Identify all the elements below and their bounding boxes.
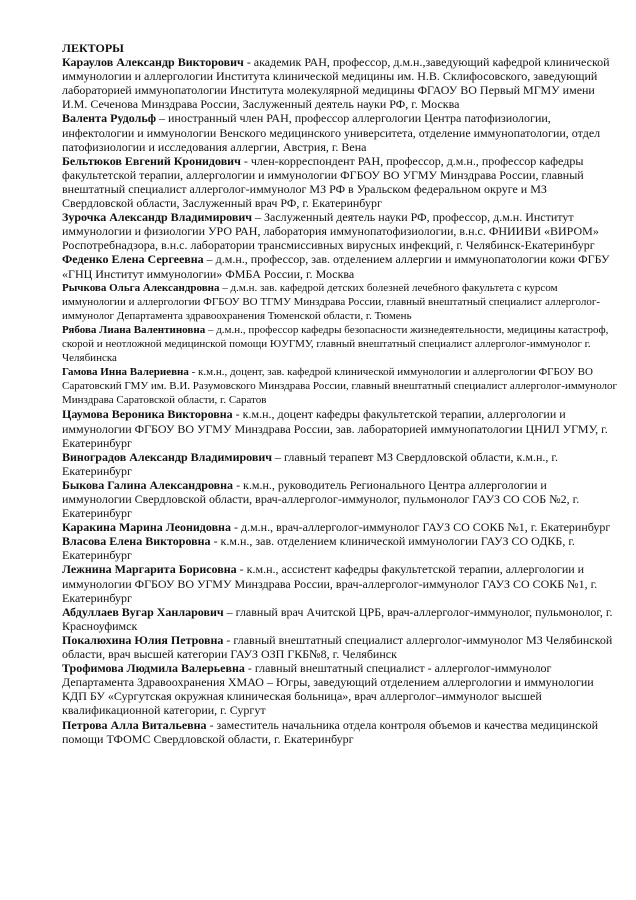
lecturer-name: Феденко Елена Сергеевна <box>62 252 204 267</box>
section-title: ЛЕКТОРЫ <box>62 41 124 55</box>
lecturer-entry <box>62 718 618 746</box>
lecturer-name: Гамова Инна Валериевна <box>62 366 189 379</box>
lecturer-description: - к.м.н., руководитель Регионального Центра аллергологии и иммунологии Свердловской области, врач-аллерголог-иммунолог, пульмонолог ГАУЗ СО СОБ №2, г. Екатеринбург <box>62 477 580 521</box>
lecturer-description: - к.м.н., доцент, зав. кафедрой клинической иммунологии и аллергологии ФГБОУ ВО Саратовский ГМУ им. В.И. Разумовского Минздрава России, главный внештатный специалист аллерголог-иммунолог Минздрава Саратовской области, г. Саратов <box>62 366 617 407</box>
lecturer-description: – Заслуженный деятель науки РФ, профессор, д.м.н. Институт иммунологии и физиологии УРО РАН, лаборатория иммунопатофизиологии, в.н.с. ФНИИВИ «ВИРОМ» Роспотребнадзора, в.н.с. лаборатории трансмиссивных вирусных инфекций, г. Челябинск-Екатеринбург <box>62 210 599 253</box>
lecturer-entry <box>62 252 618 280</box>
lecturer-name: Быкова Галина Александровна <box>62 477 234 492</box>
lecturer-name: Абдуллаев Вугар Ханларович <box>62 604 224 619</box>
lecturer-entry <box>62 55 618 111</box>
lecturer-description: - к.м.н., доцент кафедры факультетской терапии, аллергологии и иммунологии ФГБОУ ВО УГМУ Минздрава России, зав. лабораторией иммунопатологии ЦНИЛ УГМУ, г. Екатеринбург <box>62 407 608 450</box>
lecturer-list <box>62 55 618 746</box>
lecturer-description: – главный терапевт МЗ Свердловской области, к.м.н., г. Екатеринбург <box>62 449 558 478</box>
lecturer-entry <box>62 281 618 323</box>
lecturer-name: Каракина Марина Леонидовна <box>62 520 231 535</box>
lecturer-name: Власова Елена Викторовна <box>62 534 211 549</box>
lecturer-entry <box>62 450 618 478</box>
lecturer-name: Караулов Александр Викторович <box>62 55 244 70</box>
lecturer-name: Зурочка Александр Владимирович <box>62 210 253 225</box>
lecturer-description: - заместитель начальника отдела контроля объемов и качества медицинской помощи ТФОМС Свердловской области, г. Екатеринбург <box>62 717 599 746</box>
lecturer-description: - член-корреспондент РАН, профессор, д.м.н., профессор кафедры факультетской терапии, аллергологии и иммунологии ФГБОУ ВО УГМУ Минздрава России, главный внештатный специалист аллерголог-иммунолог МЗ РФ в Уральском федеральном округе и МЗ Свердловской области, Заслуженный врач РФ, г. Екатеринбург <box>62 153 584 211</box>
lecturer-entry <box>62 633 618 661</box>
lecturer-description: - к.м.н., зав. отделением клинической иммунологии ГАУЗ СО ОДКБ, г. Екатеринбург <box>62 534 575 563</box>
lecturer-name: Рябова Лиана Валентиновна <box>62 323 206 336</box>
lecturer-name: Цаумова Вероника Викторовна <box>62 407 233 422</box>
lecturer-entry <box>62 111 618 153</box>
lecturer-name: Трофимова Людмила Валерьевна <box>62 661 245 676</box>
lecturer-entry <box>62 154 618 210</box>
lecturer-description: – иностранный член РАН, профессор аллергологии Центра патофизиологии, инфектологии и иммунологии Венского медицинского университета, отделение иммунопатологии, отдел патофизиологии и исследования аллергии, Австрия, г. Вена <box>62 111 601 154</box>
lecturer-name: Петрова Алла Витальевна <box>62 717 207 732</box>
lecturer-name: Виноградов Александр Владимирович <box>62 449 273 464</box>
lecturer-name: Рычкова Ольга Александровна <box>62 281 220 294</box>
lecturer-entry <box>62 478 618 520</box>
lecturer-description: - академик РАН, профессор, д.м.н.,заведующий кафедрой клинической иммунологии и аллергологии Института клинической медицины им. Н.В. Склифосовского, заведующий лабораторией иммунопатологии Института молекулярной медицины ФГАОУ ВО Первый МГМУ имени И.М. Сеченова Минздрава России, Заслуженный деятель науки РФ, г. Москва <box>62 55 610 112</box>
document-page <box>62 41 618 746</box>
lecturer-description: - д.м.н., врач-аллерголог-иммунолог ГАУЗ СО СОКБ №1, г. Екатеринбург <box>230 520 611 535</box>
lecturer-entry <box>62 661 618 717</box>
lecturer-entry <box>62 365 618 407</box>
lecturer-description: - главный внештатный специалист аллерголог-иммунолог МЗ Челябинской области, врач высшей категории ГАУЗ ОЗП ГКБ№8, г. Челябинск <box>62 632 613 662</box>
lecturer-description: – д.м.н. зав. кафедрой детских болезней лечебного факультета с курсом иммунологии и аллергологии ФГБОУ ВО ТГМУ Минздрава России, главный внештатный специалист аллерголог-иммунолог Департамента здравоохранения Тюменской области, г. Тюмень <box>62 281 601 322</box>
lecturer-description: - к.м.н., ассистент кафедры факультетской терапии, аллергологии и иммунологии ФГБОУ ВО УГМУ Минздрава России, врач-аллерголог-иммунолог ГАУЗ СО СОКБ №1, г. Екатеринбург <box>62 562 598 605</box>
lecturer-entry <box>62 534 618 562</box>
lecturer-entry <box>62 520 618 534</box>
lecturer-description: - главный внештатный специалист - аллерголог-иммунолог Департамента Здравоохранения ХМАО – Югры, заведующий отделением аллергологии и иммунологии КДП БУ «Сургутская окружная клиническая больница», врач аллерголог–иммунолог высшей квалификационной категории, г. Сургут <box>62 661 594 718</box>
lecturer-description: – главный врач Ачитской ЦРБ, врач-аллерголог-иммунолог, пульмонолог, г. Красноуфимск <box>62 604 613 633</box>
lecturer-entry <box>62 210 618 252</box>
lecturer-entry <box>62 407 618 449</box>
lecturer-name: Валента Рудольф <box>62 111 156 126</box>
lecturer-description: – д.м.н., профессор, зав. отделением аллергии и иммунопатологии кожи ФГБУ «ГНЦ Институт иммунологии» ФМБА России, г. Москва <box>62 252 610 281</box>
lecturer-description: – д.м.н., профессор кафедры безопасности жизнедеятельности, медицины катастроф, скорой и неотложной медицинской помощи ЮУГМУ, главный внештатный специалист аллерголог-иммунолог г. Челябинска <box>62 323 609 365</box>
lecturer-name: Бельтюков Евгений Кронидович <box>62 153 241 168</box>
lecturer-entry <box>62 323 618 365</box>
lecturer-name: Покалюхина Юлия Петровна <box>62 632 224 647</box>
lecturer-name: Лежнина Маргарита Борисовна <box>62 562 237 577</box>
lecturer-entry <box>62 605 618 633</box>
lecturer-entry <box>62 562 618 604</box>
